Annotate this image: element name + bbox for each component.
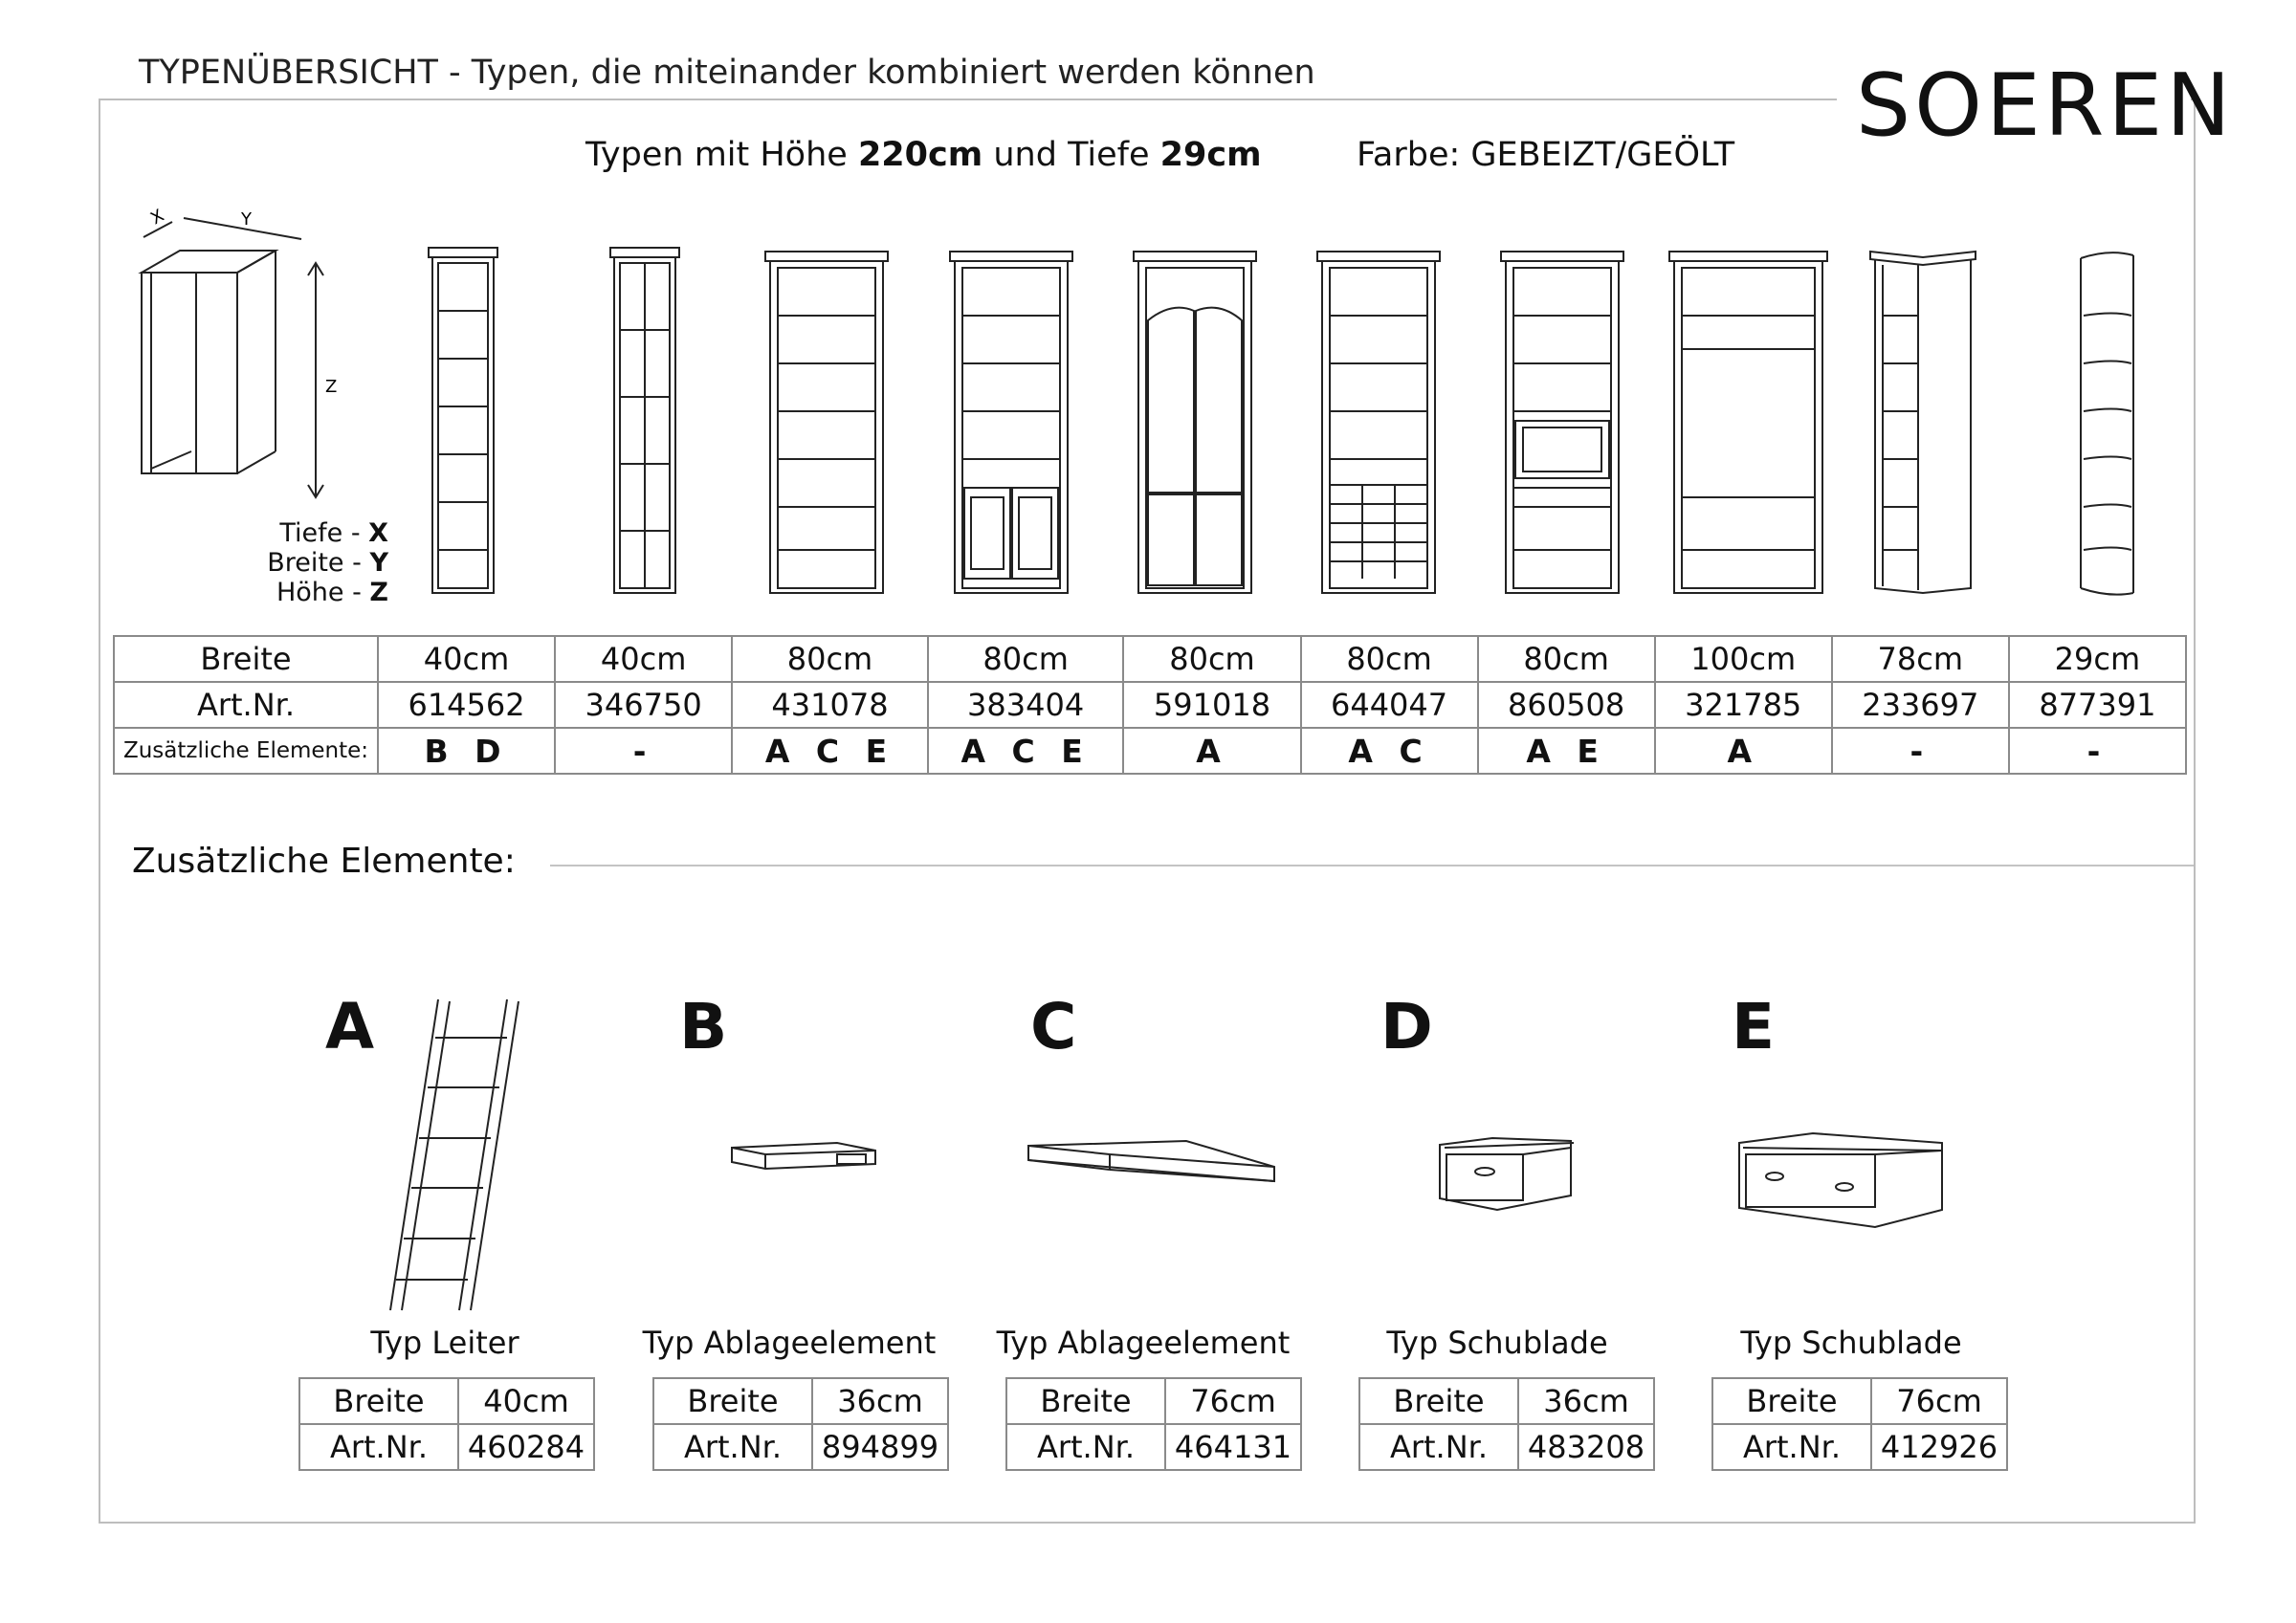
shelf-drawing-591018 <box>1134 252 1256 593</box>
element-table-d <box>1358 1377 1655 1471</box>
dimension-legend <box>239 518 388 607</box>
shelf-drawing-383404 <box>950 252 1072 593</box>
table-row-art <box>114 682 2186 728</box>
spec-prefix: Typen mit Höhe <box>585 136 858 174</box>
row-label-extra: Zusätzliche Elemente: <box>114 728 378 774</box>
shelf-drawing-614562 <box>429 248 497 593</box>
table-cell: 383404 <box>928 682 1124 728</box>
table-cell: 412926 <box>1871 1424 2007 1470</box>
table-cell: 614562 <box>378 682 555 728</box>
caption-drawer-36: Typ Schublade <box>1386 1325 1608 1361</box>
row-label-width: Breite <box>1006 1378 1165 1424</box>
table-cell: A C E <box>732 728 928 774</box>
legend-width: Breite - Y <box>267 548 388 578</box>
table-cell: 40cm <box>378 636 555 682</box>
caption-tray-36: Typ Ablageelement <box>642 1325 937 1361</box>
table-cell: 483208 <box>1518 1424 1654 1470</box>
table-cell: 431078 <box>732 682 928 728</box>
section-divider <box>550 865 2194 866</box>
table-cell: 76cm <box>1165 1378 1301 1424</box>
table-cell: A <box>1655 728 1832 774</box>
row-label-width: Breite <box>1712 1378 1871 1424</box>
shelf-drawing-431078 <box>765 252 888 593</box>
table-cell: 460284 <box>458 1424 594 1470</box>
table-cell: 894899 <box>812 1424 948 1470</box>
legend-height: Höhe - Z <box>276 578 388 607</box>
shelf-drawings <box>402 234 2181 607</box>
element-drawings <box>364 990 2009 1315</box>
table-cell: 877391 <box>2009 682 2186 728</box>
row-label-art: Art.Nr. <box>653 1424 812 1470</box>
shelf-drawing-877391 <box>2081 252 2133 595</box>
row-label-art: Art.Nr. <box>1712 1424 1871 1470</box>
drawer-76-drawing <box>1739 1133 1942 1227</box>
shelf-drawing-644047 <box>1317 252 1440 593</box>
axis-x-label: X <box>147 205 168 230</box>
shelf-drawing-860508 <box>1501 252 1623 593</box>
table-cell: 233697 <box>1832 682 2009 728</box>
table-cell: 36cm <box>1518 1378 1654 1424</box>
table-cell: A C E <box>928 728 1124 774</box>
shelf-drawing-321785 <box>1669 252 1827 593</box>
element-table-a <box>298 1377 595 1471</box>
table-cell: 36cm <box>812 1378 948 1424</box>
element-letter-d: D <box>1380 990 1433 1064</box>
document-title: TYPENÜBERSICHT - Typen, die miteinander kombiniert werden können <box>139 54 1315 92</box>
element-letter-c: C <box>1030 990 1077 1064</box>
dimension-diagram <box>134 201 411 545</box>
table-cell: 40cm <box>458 1378 594 1424</box>
axis-z-label: Z <box>325 377 338 397</box>
table-cell: - <box>2009 728 2186 774</box>
table-cell: 464131 <box>1165 1424 1301 1470</box>
table-cell: 80cm <box>928 636 1124 682</box>
table-row-width <box>114 636 2186 682</box>
table-cell: A <box>1123 728 1300 774</box>
shelf-drawing-346750 <box>610 248 679 593</box>
tray-76-drawing <box>1028 1141 1274 1181</box>
table-cell: A C <box>1301 728 1478 774</box>
element-letter-a: A <box>325 990 375 1064</box>
drawer-36-drawing <box>1440 1138 1574 1210</box>
types-table <box>113 635 2187 775</box>
table-cell: 80cm <box>1478 636 1655 682</box>
axis-y-label: Y <box>241 209 252 230</box>
table-cell: 29cm <box>2009 636 2186 682</box>
table-cell: 860508 <box>1478 682 1655 728</box>
table-cell: 100cm <box>1655 636 1832 682</box>
table-cell: B D <box>378 728 555 774</box>
spec-height: 220cm <box>857 136 983 174</box>
row-label-width: Breite <box>114 636 378 682</box>
table-cell: 40cm <box>555 636 732 682</box>
caption-ladder: Typ Leiter <box>370 1325 519 1361</box>
row-label-art: Art.Nr. <box>114 682 378 728</box>
table-cell: 644047 <box>1301 682 1478 728</box>
caption-drawer-76: Typ Schublade <box>1740 1325 1962 1361</box>
row-label-width: Breite <box>653 1378 812 1424</box>
ladder-drawing <box>390 999 519 1310</box>
tray-36-drawing <box>732 1143 875 1169</box>
row-label-art: Art.Nr. <box>1006 1424 1165 1470</box>
caption-tray-76: Typ Ablageelement <box>996 1325 1291 1361</box>
row-label-width: Breite <box>1359 1378 1518 1424</box>
table-cell: - <box>555 728 732 774</box>
table-cell: 80cm <box>1123 636 1300 682</box>
color-line: Farbe: GEBEIZT/GEÖLT <box>1357 136 1735 174</box>
element-table-b <box>652 1377 949 1471</box>
element-letter-b: B <box>679 990 728 1064</box>
table-row-extra <box>114 728 2186 774</box>
table-cell: 591018 <box>1123 682 1300 728</box>
section-title: Zusätzliche Elemente: <box>132 842 535 881</box>
spec-depth: 29cm <box>1159 136 1262 174</box>
element-table-e <box>1711 1377 2008 1471</box>
table-cell: 76cm <box>1871 1378 2007 1424</box>
row-label-art: Art.Nr. <box>299 1424 458 1470</box>
table-cell: 80cm <box>732 636 928 682</box>
shelf-drawing-233697 <box>1870 252 1976 593</box>
row-label-width: Breite <box>299 1378 458 1424</box>
spec-line <box>585 136 1262 174</box>
brand-logo: SOEREN <box>1856 55 2235 156</box>
table-cell: - <box>1832 728 2009 774</box>
element-table-c <box>1005 1377 1302 1471</box>
row-label-art: Art.Nr. <box>1359 1424 1518 1470</box>
spec-middle: und Tiefe <box>982 136 1160 174</box>
table-cell: 346750 <box>555 682 732 728</box>
table-cell: 80cm <box>1301 636 1478 682</box>
table-cell: 78cm <box>1832 636 2009 682</box>
legend-depth: Tiefe - X <box>279 518 388 548</box>
table-cell: 321785 <box>1655 682 1832 728</box>
element-letter-e: E <box>1732 990 1776 1064</box>
table-cell: A E <box>1478 728 1655 774</box>
